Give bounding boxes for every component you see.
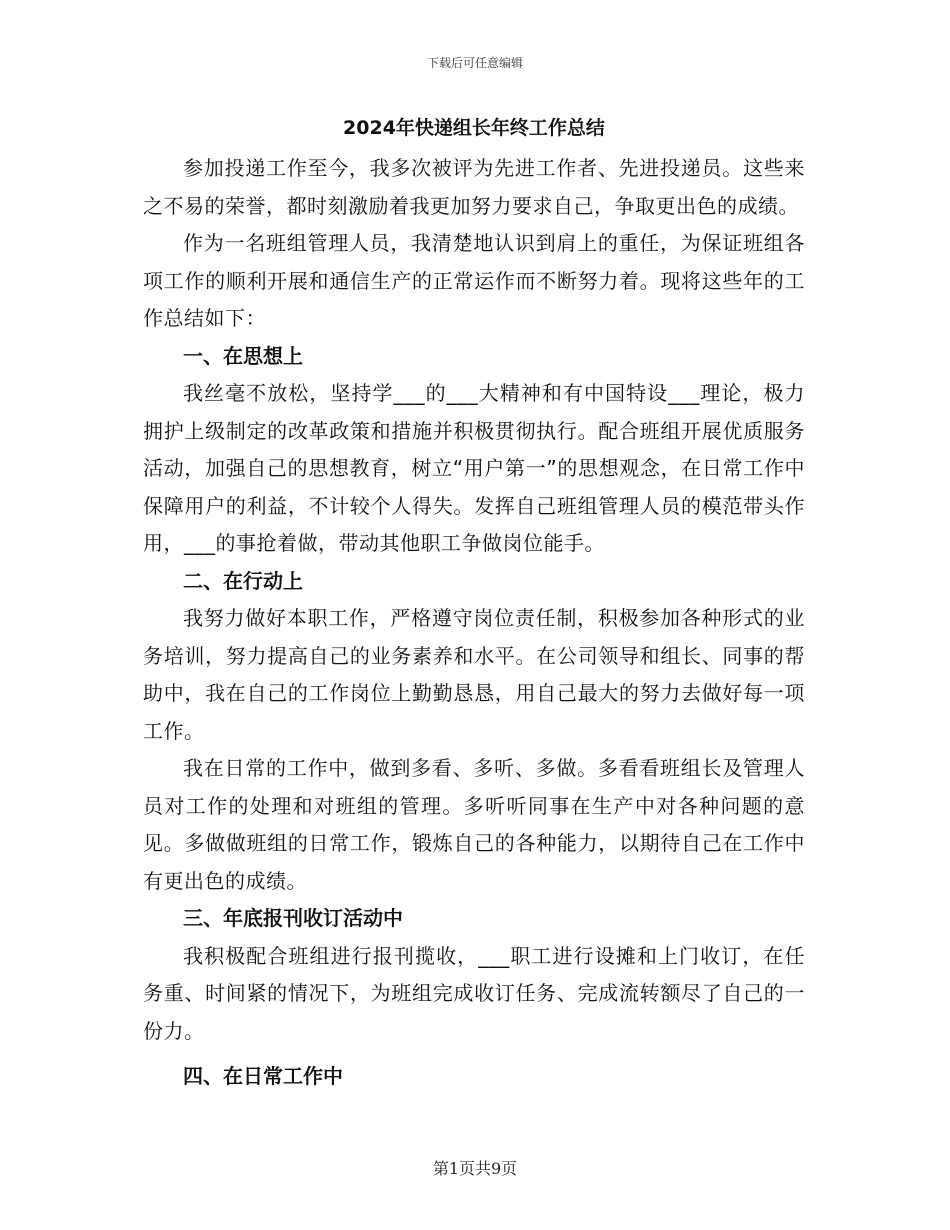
section-heading-4: 四、在日常工作中 xyxy=(183,1064,343,1088)
section-3-paragraph-1: 我积极配合班组进行报刊揽收，___职工进行设摊和上门收订，在任务重、时间紧的情况下，为班组完成收订任务、完成流转额尽了自己的一份力。 xyxy=(143,943,805,1043)
section-heading-1: 一、在思想上 xyxy=(183,343,303,368)
page-footer: 第1页共9页 xyxy=(432,1159,518,1178)
document-title: 2024年快递组长年终工作总结 xyxy=(343,117,605,139)
document-body xyxy=(143,110,805,1096)
intro-paragraph-2: 作为一名班组管理人员，我清楚地认识到肩上的重任，为保证班组各项工作的顺利开展和通信生产的正常运作而不断努力着。现将这些年的工作总结如下： xyxy=(143,231,805,330)
section-heading-2: 二、在行动上 xyxy=(183,568,303,593)
section-1-paragraph-1: 我丝毫不放松，坚持学___的___大精神和有中国特设___理论，极力拥护上级制定的改革政策和措施并积极贯彻执行。配合班组开展优质服务活动，加强自己的思想教育，树立“用户第一”的思想观念，在日常工作中保障用户的利益，不计较个人得失。发挥自己班组管理人员的模范带头作用，___的事抢着做，带动其他职工争做岗位能手。 xyxy=(143,381,805,555)
intro-paragraph-1: 参加投递工作至今，我多次被评为先进工作者、先进投递员。这些来之不易的荣誉，都时刻激励着我更加努力要求自己，争取更出色的成绩。 xyxy=(143,156,805,218)
section-2-paragraph-2: 我在日常的工作中，做到多看、多听、多做。多看看班组长及管理人员对工作的处理和对班组的管理。多听听同事在生产中对各种问题的意见。多做做班组的日常工作，锻炼自己的各种能力，以期待自己在工作中有更出色的成绩。 xyxy=(143,756,805,893)
section-heading-3: 三、年底报刊收订活动中 xyxy=(183,906,403,930)
section-2-paragraph-1: 我努力做好本职工作，严格遵守岗位责任制，积极参加各种形式的业务培训，努力提高自己的业务素养和水平。在公司领导和组长、同事的帮助中，我在自己的工作岗位上勤勤恳恳，用自己最大的努力去做好每一项工作。 xyxy=(143,606,805,743)
header-note: 下载后可任意编辑 xyxy=(426,56,523,70)
